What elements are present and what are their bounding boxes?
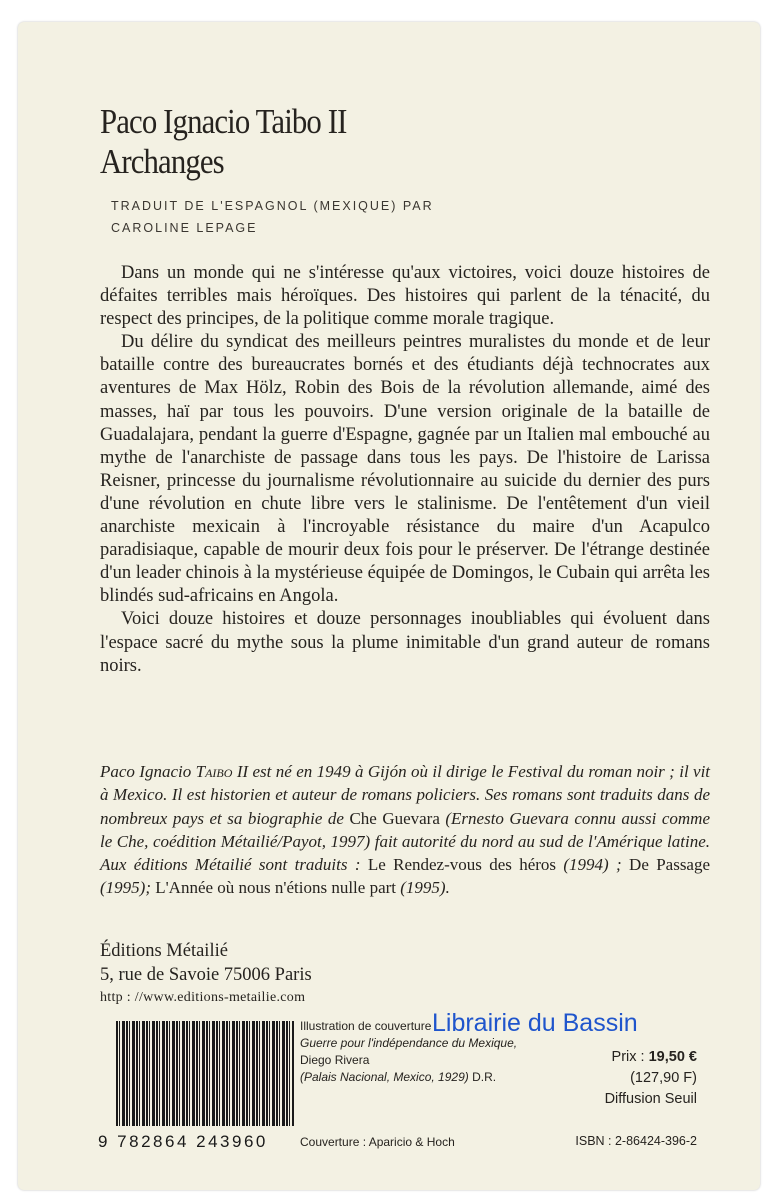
distribution: Diffusion Seuil xyxy=(604,1091,697,1107)
translator-line: TRADUIT DE L'ESPAGNOL (MEXIQUE) PAR xyxy=(111,199,434,213)
artist-name: Diego Rivera xyxy=(300,1053,370,1067)
bio-text: II est né en 1949 à Gijón où il dirige le Festival du roman noir ; il vit à Mexico. Il est historien et auteur de romans policiers. Ses romans sont traduits dans de nombreux pays et sa biographie de xyxy=(100,762,711,828)
isbn: ISBN : 2-86424-396-2 xyxy=(575,1134,697,1148)
book-title: Archanges xyxy=(100,142,224,181)
price-label: Prix : xyxy=(611,1049,645,1065)
blurb-paragraph: Dans un monde qui ne s'intéresse qu'aux victoires, voici douze histoires de défaites terribles mais héroïques. Des histoires qui parlent de la ténacité, du respect des principes, de la politique comme morale tragique. xyxy=(100,263,710,330)
publisher-url: http : //www.editions-metailie.com xyxy=(100,990,306,1005)
rights-note: D.R. xyxy=(472,1070,497,1084)
book-back-cover xyxy=(18,22,760,1190)
bio-text: (Ernesto Guevara connu aussi comme le Che, xyxy=(100,808,710,851)
illustration-label: Illustration de couverture xyxy=(300,1019,432,1033)
bio-text: Paco Ignacio xyxy=(100,762,192,781)
cover-design-credit: Couverture : Aparicio & Hoch xyxy=(300,1135,455,1149)
publisher-address: 5, rue de Savoie 75006 Paris xyxy=(100,965,312,985)
bio-book-title: Le Rendez-vous des héros xyxy=(367,855,557,875)
barcode xyxy=(116,1021,294,1126)
bio-text: Taibo xyxy=(195,762,233,781)
translator-credit xyxy=(111,195,434,239)
blurb-paragraph: Du délire du syndicat des meilleurs peintres muralistes du monde et de leur bataille contre des bureaucrates bornés et des étudiants déjà technocrates aux aventures de Max Hölz, Robin des Bois de la révolution allemande, aimé des masses, haï par tous les pouvoirs. D'une version originale de la bataille de Guadalajara, pendant la guerre d'Espagne, gagnée par un Italien mal embouché au mythe de l'anarchiste de passage dans tous les pays. De l'histoire de Larissa Reisner, princesse du journalisme révolutionnaire au suicide du dernier des purs d'une révolution en chute libre vers le stalinisme. De l'entêtement d'un vieil anarchiste mexicain à l'incroyable résistance du maire d'un Acapulco paradisiaque, capable de mourir deux fois pour le préserver. De l'étrange destinée d'un leader chinois à la mystérieuse équipée de Domingos, le Cubain qui arrêta les blindés sud-africains en Angola. xyxy=(100,332,710,607)
bio-text: (1994) ; xyxy=(563,855,622,875)
bio-text: coédition Métailié/Payot, 1997) fait autorité du nord au sud de l'Amérique latine. Aux éditions Métailié sont traduits : xyxy=(100,831,710,875)
translator-name: CAROLINE LEPAGE xyxy=(111,221,258,235)
bio-text: (1995). xyxy=(400,878,450,898)
barcode-digits: 9 782864 243960 xyxy=(98,1132,268,1151)
author-bio xyxy=(100,760,710,900)
bio-book-title: Che Guevara xyxy=(349,808,440,828)
publisher-name: Éditions Métailié xyxy=(100,941,228,961)
artwork-title: Guerre pour l'indépendance du Mexique, xyxy=(300,1036,518,1050)
publisher-block xyxy=(100,939,312,987)
bio-book-title: L'Année où nous n'étions nulle part xyxy=(155,878,397,898)
artwork-location: (Palais Nacional, Mexico, 1929) xyxy=(300,1070,469,1084)
blurb-paragraph: Voici douze histoires et douze personnages inoubliables qui évoluent dans l'espace sacré du mythe sous la plume inimitable d'un grand auteur de romans noirs. xyxy=(100,609,710,676)
bio-text: (1995); xyxy=(100,878,151,898)
price-block xyxy=(605,1047,697,1110)
price-franc: (127,90 F) xyxy=(630,1070,697,1086)
blurb xyxy=(100,262,710,678)
bio-book-title: De Passage xyxy=(629,855,711,875)
seller-watermark: Librairie du Bassin xyxy=(432,1009,638,1037)
author-name: Paco Ignacio Taibo II xyxy=(100,102,347,141)
price-euro: 19,50 € xyxy=(648,1049,697,1065)
